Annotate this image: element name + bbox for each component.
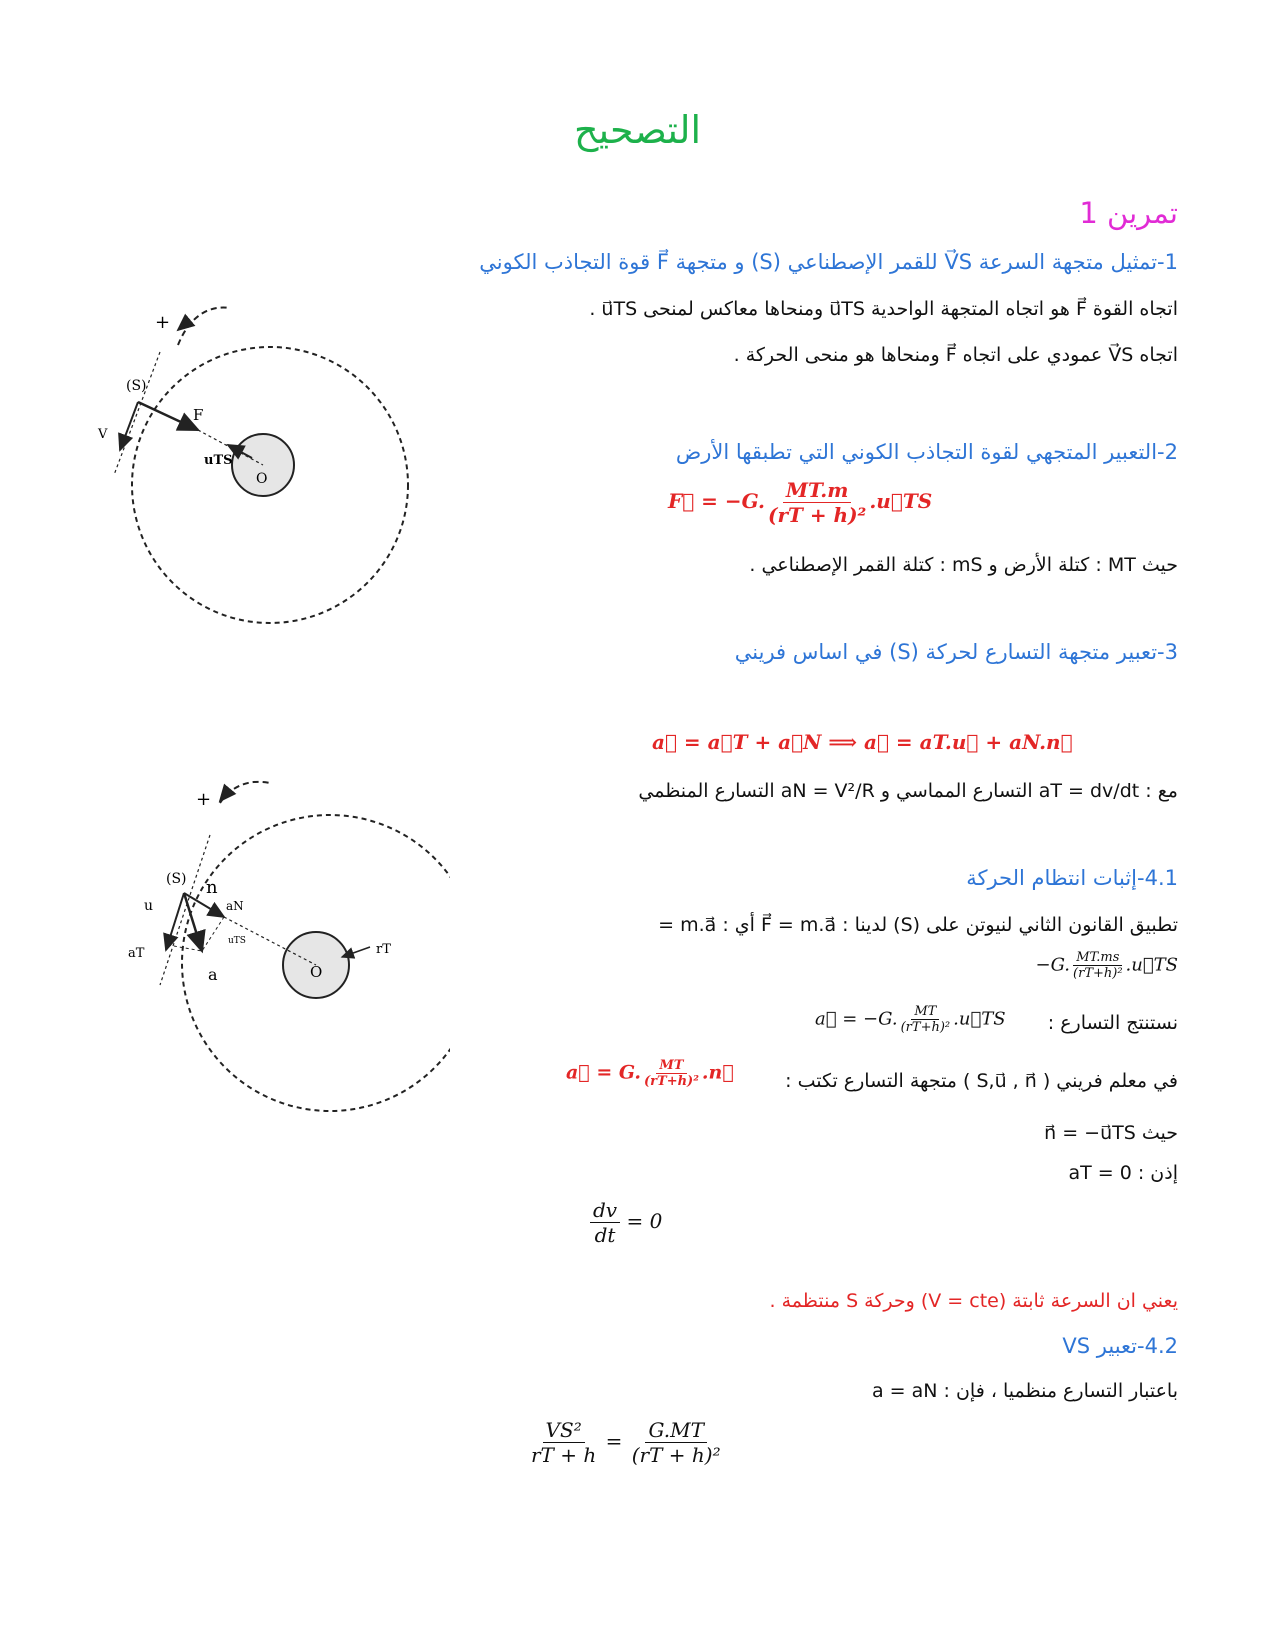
- section2-heading: 2-التعبير المتجهي لقوة التجاذب الكوني التي تطبقها الأرض: [675, 440, 1178, 464]
- tangential-acc-label: aT: [128, 946, 145, 961]
- orbit-figure-1: [80, 290, 440, 630]
- satellite-label: (S): [126, 378, 147, 394]
- dv-right: = 0: [626, 1209, 663, 1233]
- section3-with: مع : aT = dv/dt التسارع المماسي و aN = V²/R التسارع المنظمي: [638, 780, 1178, 802]
- formula-left: F⃗ = −G.: [668, 489, 765, 513]
- tangent-line: [114, 352, 160, 475]
- line2-right: .u⃗TS: [953, 1008, 1006, 1030]
- section41-line4: حيث n⃗ = −u⃗TS: [1044, 1122, 1178, 1144]
- formula-denominator: (rT + h)²: [767, 503, 867, 527]
- exercise-title: تمرين 1: [1079, 196, 1178, 230]
- velocity-label: V: [98, 427, 108, 442]
- section41-line3-label: في معلم فريني ( S,u⃗ , n⃗ ) متجهة التسارع تكتب :: [785, 1070, 1178, 1092]
- plus-sign: +: [155, 312, 171, 333]
- formula-numerator: MT.m: [783, 478, 852, 503]
- section42-heading: 4.2-تعبير VS: [1062, 1334, 1178, 1358]
- dv-numerator: dv: [590, 1198, 620, 1223]
- section41-line5: إذن : aT = 0: [1068, 1162, 1178, 1184]
- section41-line1: تطبيق القانون الثاني لنيوتن على (S) لدينا : F⃗ = m.a⃗ أي : m.a⃗ =: [658, 914, 1178, 936]
- orbit-figure-2: [120, 775, 450, 1120]
- force-label: F: [193, 406, 204, 424]
- formula-right: .u⃗TS: [869, 489, 933, 513]
- satellite-label: (S): [166, 871, 187, 887]
- gm-numerator: G.MT: [645, 1418, 706, 1443]
- section1-line2: اتجاه V⃗S عمودي على اتجاه F⃗ ومنحاها هو منحى الحركة .: [733, 344, 1178, 366]
- line1b-numerator: MT.ms: [1073, 950, 1122, 966]
- rotation-arrow: [178, 307, 230, 345]
- section41-line2-formula: [815, 1004, 1006, 1035]
- section3-heading: 3-تعبير متجهة التسارع لحركة (S) في اساس فريني: [734, 640, 1178, 664]
- gravity-formula: [668, 478, 932, 527]
- line3-denominator: (rT+h)²: [644, 1074, 699, 1089]
- section1-line1: اتجاه القوة F⃗ هو اتجاه المتجهة الواحدية u⃗TS ومنحاها معاكس لمنحى u⃗TS .: [589, 298, 1178, 320]
- acceleration-label: a: [208, 965, 218, 984]
- line1b-left: −G.: [1035, 954, 1071, 976]
- line1b-denominator: (rT+h)²: [1073, 966, 1123, 981]
- normal-label: n: [206, 877, 218, 898]
- section41-line2-label: نستنتج التسارع :: [1047, 1012, 1178, 1034]
- normal-acc-label: aN: [226, 899, 244, 913]
- center-label: O: [310, 963, 323, 981]
- line2-numerator: MT: [911, 1004, 939, 1020]
- velocity-vector: [120, 402, 138, 450]
- vs-denominator: rT + h: [531, 1443, 597, 1467]
- gm-denominator: (rT + h)²: [631, 1443, 721, 1467]
- acceleration-formula: a⃗ = a⃗T + a⃗N ⟹ a⃗ = aT.u⃗ + aN.n⃗: [652, 730, 1073, 754]
- dv-denominator: dt: [594, 1223, 616, 1247]
- uts-label: uTS: [228, 936, 246, 946]
- center-label: O: [256, 471, 268, 487]
- line3-numerator: MT: [656, 1058, 686, 1074]
- section2-where: حيث MT : كتلة الأرض و mS : كتلة القمر الإصطناعي .: [749, 554, 1178, 576]
- section41-line3-formula: [566, 1058, 734, 1089]
- section1-heading: 1-تمثيل متجهة السرعة V⃗S للقمر الإصطناعي (S) و متجهة F⃗ قوة التجاذب الكوني: [479, 250, 1178, 274]
- tangent-unit-label: u: [144, 898, 154, 914]
- equals-sign: =: [605, 1429, 623, 1453]
- line1b-right: .u⃗TS: [1125, 954, 1178, 976]
- line3-right: .n⃗: [701, 1061, 734, 1084]
- page-title: التصحيح: [573, 108, 702, 152]
- dvdt-formula: [590, 1198, 662, 1247]
- radius-label: rT: [376, 942, 391, 957]
- unit-vector-label: uTS: [204, 453, 233, 468]
- plus-sign: +: [196, 789, 212, 810]
- vs-numerator: VS²: [543, 1418, 585, 1443]
- line2-left: a⃗ = −G.: [815, 1008, 898, 1030]
- velocity-formula: [528, 1418, 724, 1467]
- tangent-line: [160, 835, 210, 985]
- section41-line1b: [1035, 950, 1178, 981]
- line3-left: a⃗ = G.: [566, 1061, 642, 1084]
- line2-denominator: (rT+h)²: [900, 1020, 951, 1035]
- force-vector: [138, 402, 198, 430]
- section42-line1: باعتبار التسارع منظميا ، فإن : a = aN: [872, 1380, 1178, 1402]
- section41-conclusion: يعني ان السرعة ثابتة (V = cte) وحركة S منتظمة .: [769, 1290, 1178, 1312]
- section41-heading: 4.1-إثبات انتظام الحركة: [966, 866, 1178, 890]
